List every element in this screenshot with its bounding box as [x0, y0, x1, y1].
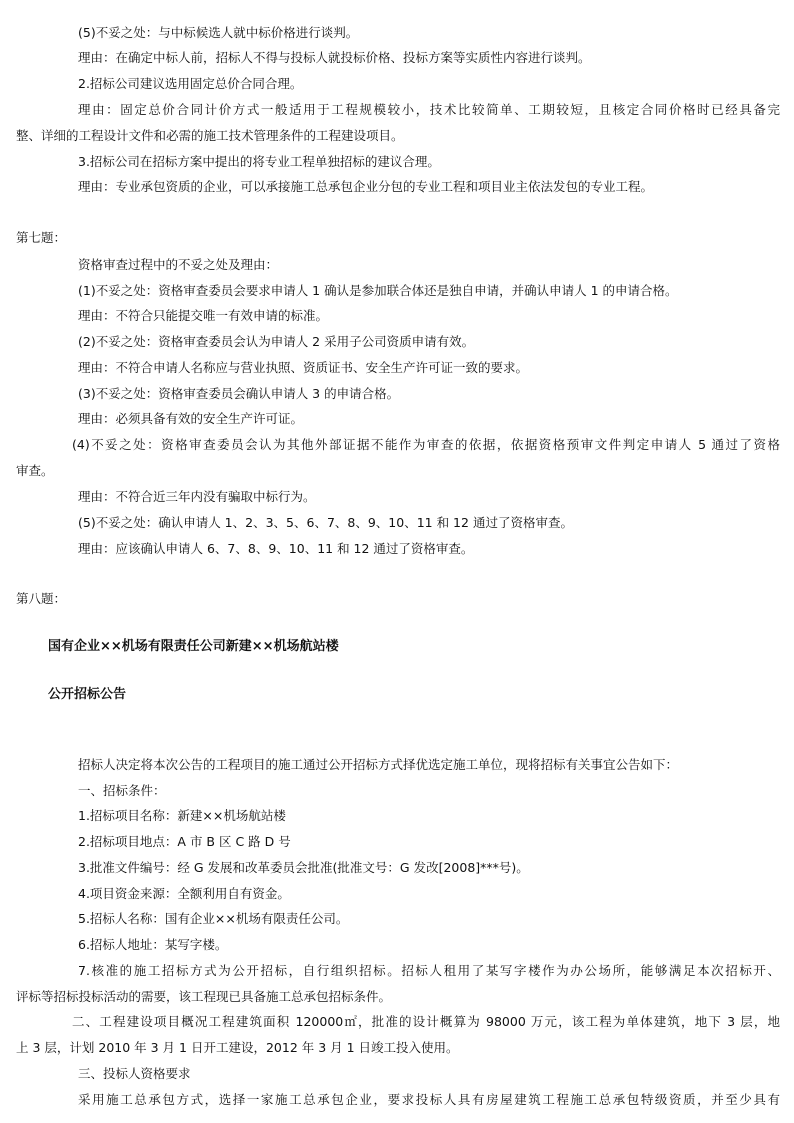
sec7-reason1: 理由：不符合只能提交唯一有效申请的标准。 — [78, 308, 329, 323]
sec7-reason2: 理由：不符合申请人名称应与营业执照、资质证书、安全生产许可证一致的要求。 — [78, 360, 529, 375]
notice-cond7-line-b: 评标等招标投标活动的需要，该工程现已具备施工总承包招标条件。 — [16, 989, 392, 1004]
sec7-reason4: 理由：不符合近三年内没有骗取中标行为。 — [78, 489, 316, 504]
notice-cond1: 1.招标项目名称：新建××机场航站楼 — [78, 808, 286, 823]
sec7-issue1: (1)不妥之处：资格审查委员会要求申请人 1 确认是参加联合体还是独自申请，并确认申请人 1 的申请合格。 — [78, 283, 678, 298]
sec7-intro: 资格审查过程中的不妥之处及理由： — [78, 257, 279, 272]
notice-section2-line-b: 上 3 层，计划 2010 年 3 月 1 日开工建设，2012 年 3 月 1 日竣工投入使用。 — [16, 1040, 459, 1055]
sec7-issue4-line-b: 审查。 — [16, 463, 54, 478]
sec6-item3-line: 3.招标公司在招标方案中提出的将专业工程单独招标的建议合理。 — [78, 154, 440, 169]
notice-intro: 招标人决定将本次公告的工程项目的施工通过公开招标方式择优选定施工单位，现将招标有关事宜公告如下： — [78, 757, 679, 772]
notice-section2-line-a: 二、工程建设项目概况工程建筑面积 120000㎡，批准的设计概算为 98000 万元，该工程为单体建筑，地下 3 层，地 — [72, 1014, 780, 1029]
notice-cond7-line-a: 7.核准的施工招标方式为公开招标，自行组织招标。招标人租用了某写字楼作为办公场所，能够满足本次招标开、 — [78, 963, 780, 978]
sec7-issue2: (2)不妥之处：资格审查委员会认为申请人 2 采用子公司资质申请有效。 — [78, 334, 475, 349]
notice-section1-heading: 一、招标条件： — [78, 783, 166, 798]
notice-section3-heading: 三、投标人资格要求 — [78, 1066, 191, 1081]
notice-cond6: 6.招标人地址：某写字楼。 — [78, 937, 228, 952]
sec6-reason2-line-a: 理由：固定总价合同计价方式一般适用于工程规模较小，技术比较简单、工期较短，且核定合同价格时已经具备完 — [78, 102, 780, 117]
sec6-reason-line: 理由：在确定中标人前，招标人不得与投标人就投标价格、投标方案等实质性内容进行谈判。 — [78, 50, 591, 65]
notice-subtitle: 公开招标公告 — [48, 687, 127, 702]
sec7-issue4-line-a: (4)不妥之处：资格审查委员会认为其他外部证据不能作为审查的依据，依据资格预审文件判定申请人 5 通过了资格 — [72, 437, 780, 452]
notice-section3-line-a: 采用施工总承包方式，选择一家施工总承包企业，要求投标人具有房屋建筑工程施工总承包特级资质，并至少具有 — [78, 1092, 780, 1107]
sec6-item2-line: 2.招标公司建议选用固定总价合同合理。 — [78, 76, 303, 91]
sec7-issue5: (5)不妥之处：确认申请人 1、2、3、5、6、7、8、9、10、11 和 12 通过了资格审查。 — [78, 515, 573, 530]
sec6-item5-line: (5)不妥之处：与中标候选人就中标价格进行谈判。 — [78, 25, 359, 40]
sec7-reason5: 理由：应该确认申请人 6、7、8、9、10、11 和 12 通过了资格审查。 — [78, 541, 474, 556]
notice-title: 国有企业××机场有限责任公司新建××机场航站楼 — [48, 639, 339, 654]
notice-cond3: 3.批准文件编号：经 G 发展和改革委员会批准(批准文号：G 发改[2008]***号)。 — [78, 860, 529, 875]
sec7-heading: 第七题： — [16, 230, 67, 245]
sec7-issue3: (3)不妥之处：资格审查委员会确认申请人 3 的申请合格。 — [78, 386, 400, 401]
notice-cond2: 2.招标项目地点：A 市 B 区 C 路 D 号 — [78, 834, 291, 849]
sec6-reason2-line-b: 整、详细的工程设计文件和必需的施工技术管理条件的工程建设项目。 — [16, 128, 404, 143]
sec7-reason3: 理由：必须具备有效的安全生产许可证。 — [78, 411, 304, 426]
notice-cond4: 4.项目资金来源：全额利用自有资金。 — [78, 886, 290, 901]
sec6-reason3-line: 理由：专业承包资质的企业，可以承接施工总承包企业分包的专业工程和项目业主依法发包的专业工程。 — [78, 179, 654, 194]
sec8-heading: 第八题： — [16, 591, 67, 606]
notice-cond5: 5.招标人名称：国有企业××机场有限责任公司。 — [78, 911, 349, 926]
